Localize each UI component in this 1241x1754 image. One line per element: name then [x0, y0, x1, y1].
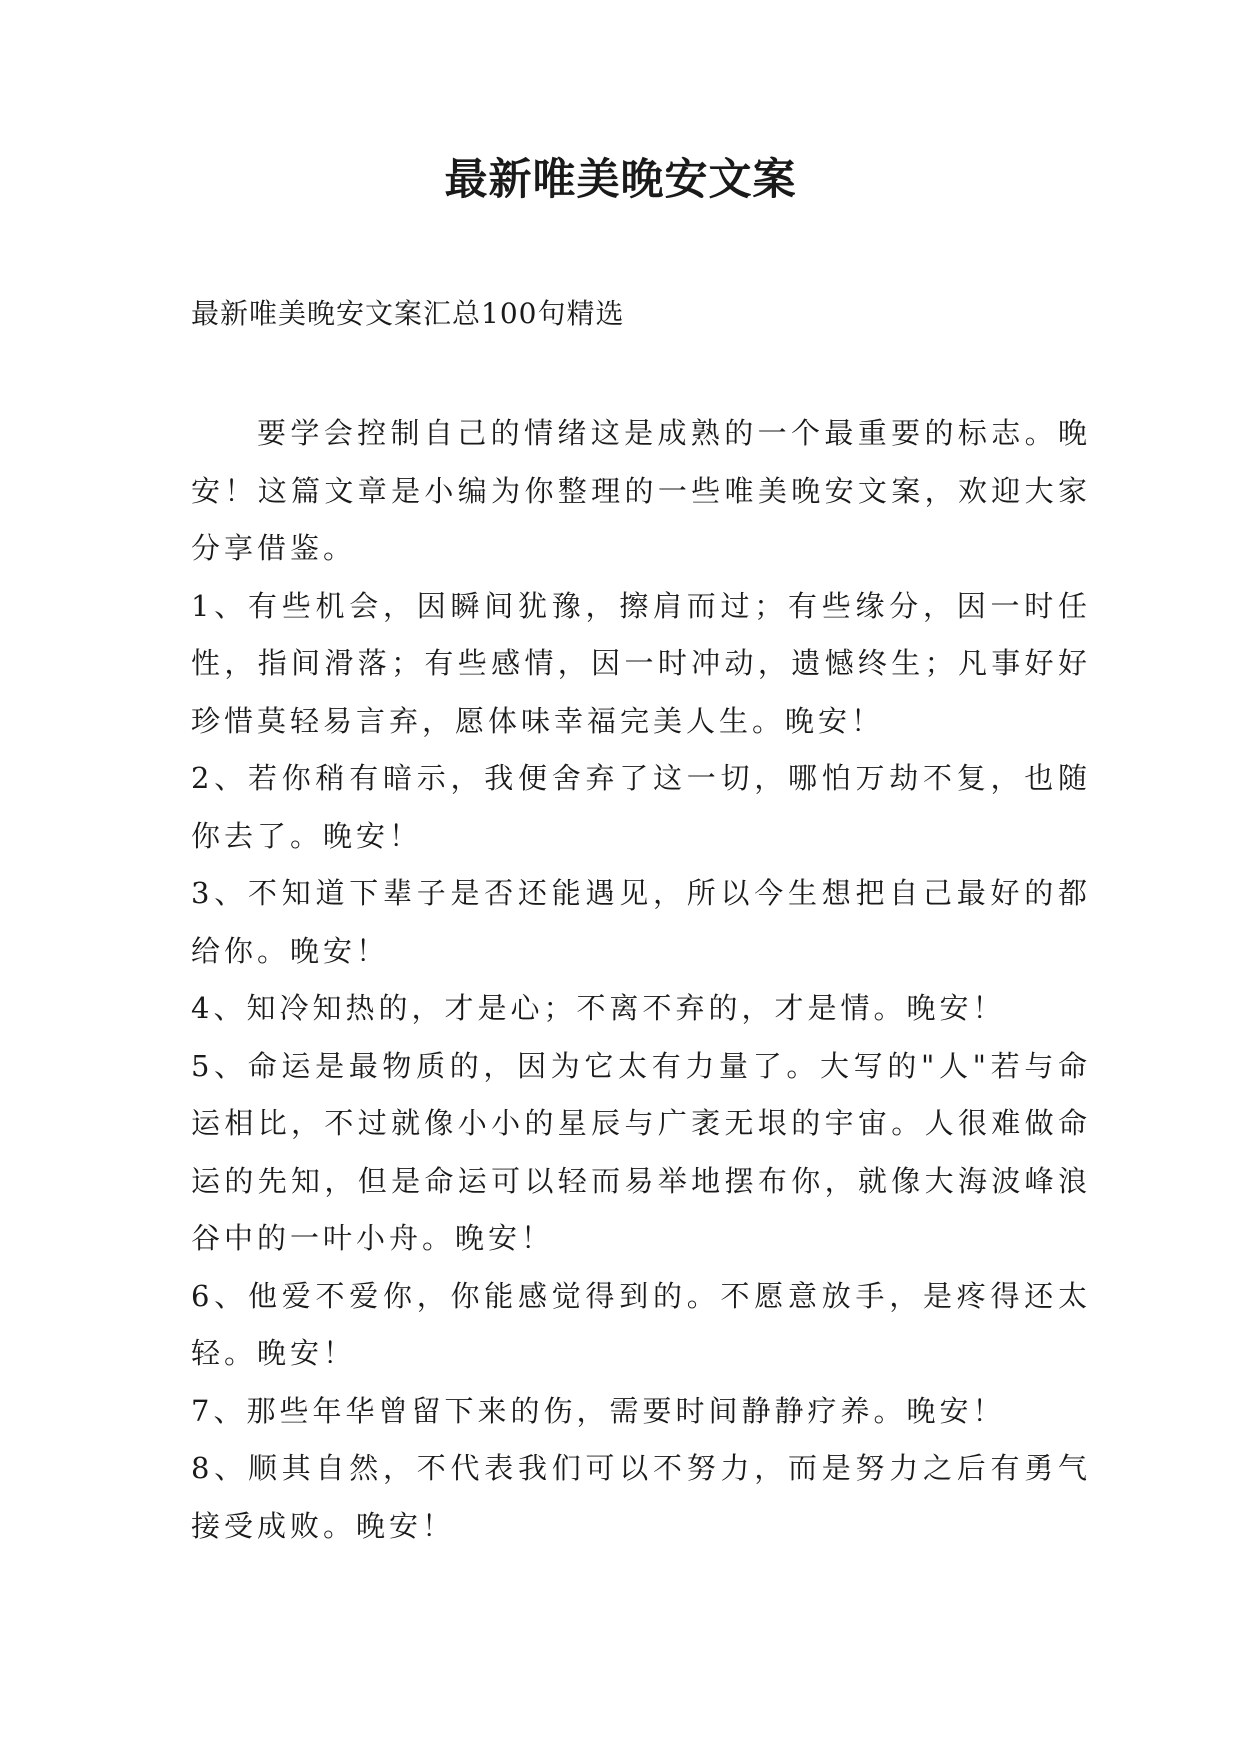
- list-item: 8、顺其自然，不代表我们可以不努力，而是努力之后有勇气接受成败。晚安！: [191, 1451, 1091, 1543]
- list-item: 1、有些机会，因瞬间犹豫，擦肩而过；有些缘分，因一时任性，指间滑落；有些感情，因一时冲动，遗憾终生；凡事好好珍惜莫轻易言弃，愿体味幸福完美人生。晚安！: [191, 588, 1091, 738]
- list-item: 7、那些年华曾留下来的伤，需要时间静静疗养。晚安！: [191, 1393, 1006, 1428]
- document-body: [191, 405, 1091, 1555]
- list-item: 5、命运是最物质的，因为它太有力量了。大写的"人"若与命运相比，不过就像小小的星辰与广袤无垠的宇宙。人很难做命运的先知，但是命运可以轻而易举地摆布你，就像大海波峰浪谷中的一叶小舟。晚安！: [191, 1048, 1091, 1255]
- list-item: 6、他爱不爱你，你能感觉得到的。不愿意放手，是疼得还太轻。晚安！: [191, 1278, 1091, 1370]
- list-item: 3、不知道下辈子是否还能遇见，所以今生想把自己最好的都给你。晚安！: [191, 876, 1091, 968]
- list-item: 2、若你稍有暗示，我便舍弃了这一切，哪怕万劫不复，也随你去了。晚安！: [191, 761, 1091, 853]
- document-title: 最新唯美晚安文案: [444, 155, 797, 205]
- list-item: 4、知冷知热的，才是心；不离不弃的，才是情。晚安！: [191, 991, 1006, 1025]
- document-subtitle: 最新唯美晚安文案汇总100句精选: [191, 297, 625, 330]
- intro-paragraph: 要学会控制自己的情绪这是成熟的一个最重要的标志。晚安！这篇文章是小编为你整理的一些唯美晚安文案，欢迎大家分享借鉴。: [191, 416, 1091, 565]
